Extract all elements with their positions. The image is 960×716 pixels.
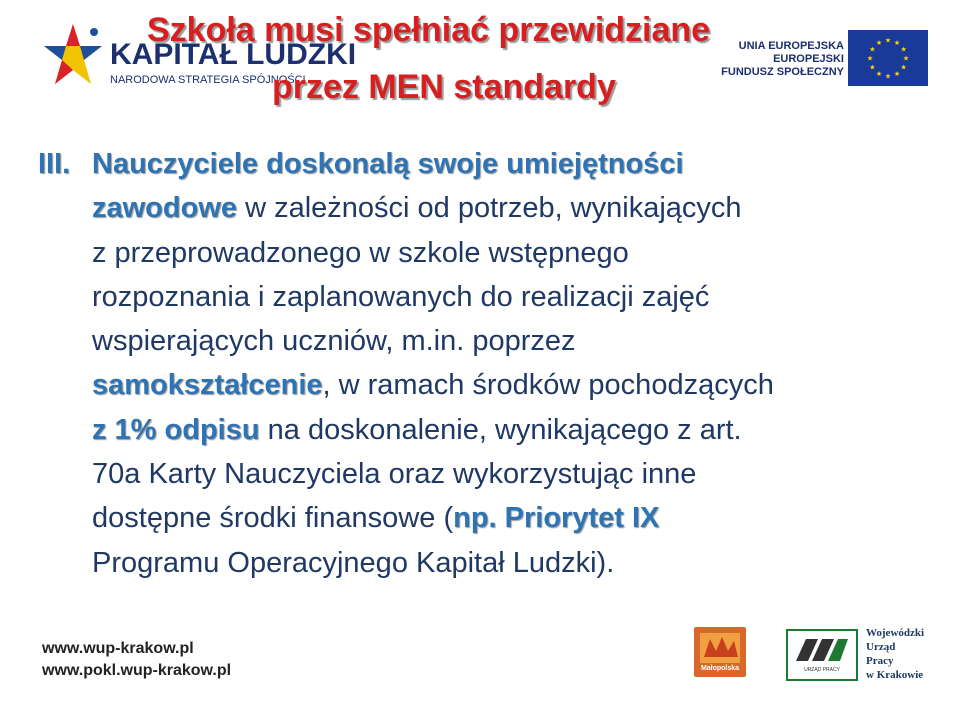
wup-line-2: Urząd [866, 641, 896, 653]
slide-body [38, 142, 918, 585]
eu-line-2: EUROPEJSKI [773, 53, 844, 65]
body-line-5: wspierających uczniów, m.in. poprzez [92, 325, 576, 358]
highlight-professional: zawodowe [92, 192, 238, 225]
highlight-priority-ix: np. Priorytet IX [453, 502, 660, 535]
wup-line-1: Wojewódzki [866, 627, 925, 639]
body-text-segment: dostępne środki finansowe ( [92, 502, 454, 535]
body-line-4: rozpoznania i zaplanowanych do realizacji zajęć [92, 280, 710, 313]
kapital-ludzki-title: KAPITAŁ LUDZKI [110, 38, 357, 71]
url-pokl[interactable]: www.pokl.wup-krakow.pl [42, 662, 232, 679]
eu-star-icon: ★ [875, 71, 883, 79]
wup-line-4: w Krakowie [866, 669, 924, 681]
eu-star-icon: ★ [869, 46, 876, 54]
body-line-8: 70a Karty Nauczyciela oraz wykorzystując inne [92, 458, 697, 491]
eu-line-1: UNIA EUROPEJSKA [738, 40, 844, 52]
body-line-9 [92, 496, 918, 540]
body-text-segment: , w ramach środków pochodzących [322, 369, 774, 402]
slide-title-line-1: Szkoła musi spełniać przewidziane [147, 11, 711, 49]
eu-star-icon: ★ [900, 64, 907, 72]
body-text-segment: na doskonalenie, wynikającego z art. [259, 413, 742, 446]
eu-line-3: FUNDUSZ SPOŁECZNY [721, 66, 844, 78]
eu-star-icon: ★ [875, 39, 883, 47]
body-line-10: Programu Operacyjnego Kapitał Ludzki). [92, 546, 615, 579]
eu-star-icon: ★ [900, 46, 907, 54]
body-text-segment: w zależności od potrzeb, wynikających [237, 192, 742, 225]
eu-text [721, 40, 844, 79]
body-line-3: z przeprowadzonego w szkole wstępnego [92, 236, 629, 269]
eu-star-icon: ★ [893, 71, 901, 79]
kapital-ludzki-star-icon [40, 20, 106, 92]
eu-star-icon: ★ [884, 73, 892, 81]
eu-star-icon: ★ [902, 55, 910, 63]
body-line-7 [92, 408, 918, 452]
urzad-pracy-logo [786, 629, 858, 681]
wup-krakow-logo [866, 626, 924, 682]
urzad-pracy-label: URZĄD PRACY [804, 667, 840, 673]
footer-urls [42, 638, 231, 682]
body-text [92, 142, 918, 585]
eu-flag-icon [848, 30, 928, 86]
url-wup[interactable]: www.wup-krakow.pl [42, 640, 194, 657]
highlight-teachers: Nauczyciele doskonalą swoje umiejętności [92, 148, 684, 180]
slide-title-line-2: przez MEN standardy [272, 68, 616, 106]
eu-star-icon: ★ [893, 39, 901, 47]
urzad-pracy-icon [788, 631, 856, 671]
eu-star-icon: ★ [884, 37, 892, 45]
eu-logo [712, 30, 938, 90]
wup-line-3: Pracy [866, 655, 894, 667]
malopolska-label: Małopolska [700, 665, 740, 672]
body-line-6 [92, 363, 918, 407]
highlight-self-education: samokształcenie [92, 369, 323, 402]
body-line-1 [92, 142, 918, 186]
kapital-ludzki-subtitle: NARODOWA STRATEGIA SPÓJNOŚCI [110, 74, 306, 86]
eu-star-icon: ★ [866, 55, 874, 63]
body-line-2 [92, 186, 918, 230]
malopolska-crest-icon [694, 627, 746, 667]
eu-star-icon: ★ [869, 64, 876, 72]
highlight-one-percent: z 1% odpisu [92, 413, 260, 446]
section-number: III. [38, 148, 71, 180]
